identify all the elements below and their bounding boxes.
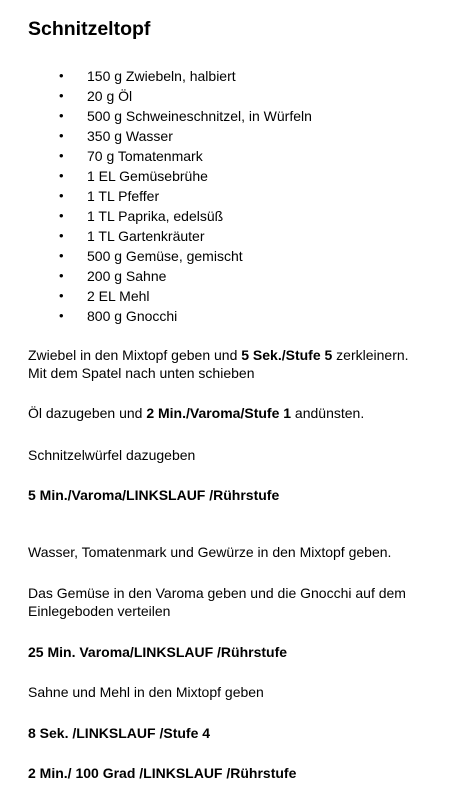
- bullet-icon: •: [59, 248, 64, 263]
- ingredient-text: 1 TL Gartenkräuter: [87, 228, 205, 244]
- ingredient-item: [28, 106, 312, 126]
- step-setting: 2 Min./Varoma/Stufe 1: [146, 405, 292, 421]
- ingredient-item: [28, 66, 312, 86]
- bullet-icon: •: [59, 268, 64, 283]
- bullet-icon: •: [59, 108, 64, 123]
- ingredient-text: 20 g Öl: [87, 88, 133, 104]
- ingredient-item: [28, 286, 312, 306]
- bullet-icon: •: [59, 208, 64, 223]
- bullet-icon: •: [59, 148, 64, 163]
- bullet-icon: •: [59, 308, 64, 323]
- ingredient-text: 150 g Zwiebeln, halbiert: [87, 68, 236, 84]
- ingredient-text: 1 TL Pfeffer: [87, 188, 160, 204]
- ingredient-text: 350 g Wasser: [87, 128, 173, 144]
- ingredient-item: [28, 266, 312, 286]
- step-text: zerkleinern.: [332, 347, 409, 363]
- ingredient-text: 1 EL Gemüsebrühe: [87, 168, 208, 184]
- step-text: Mit dem Spatel nach unten schieben: [28, 365, 255, 381]
- bullet-icon: •: [59, 68, 64, 83]
- step-chop-onions: [28, 346, 453, 382]
- ingredient-text: 70 g Tomatenmark: [87, 148, 203, 164]
- recipe-title: Schnitzeltopf: [28, 18, 151, 40]
- bullet-icon: •: [59, 88, 64, 103]
- ingredient-text: 200 g Sahne: [87, 268, 167, 284]
- ingredient-item: [28, 166, 312, 186]
- step-text: Das Gemüse in den Varoma geben und die Gnocchi auf dem: [28, 585, 406, 601]
- step-text: Einlegeboden verteilen: [28, 603, 171, 619]
- ingredient-item: [28, 246, 312, 266]
- ingredient-list: [28, 66, 312, 326]
- ingredient-text: 1 TL Paprika, edelsüß: [87, 208, 224, 224]
- ingredient-text: 800 g Gnocchi: [87, 308, 178, 324]
- step-setting: 5 Sek./Stufe 5: [241, 347, 333, 363]
- bullet-icon: •: [59, 228, 64, 243]
- ingredient-item: [28, 186, 312, 206]
- bullet-icon: •: [59, 168, 64, 183]
- step-setting-line: 5 Min./Varoma/LINKSLAUF /Rührstufe: [28, 487, 280, 503]
- ingredient-item: [28, 126, 312, 146]
- ingredient-item: [28, 86, 312, 106]
- bullet-icon: •: [59, 188, 64, 203]
- step-add-schnitzel: Schnitzelwürfel dazugeben: [28, 447, 196, 463]
- step-setting-line: 25 Min. Varoma/LINKSLAUF /Rührstufe: [28, 644, 288, 660]
- bullet-icon: •: [59, 128, 64, 143]
- bullet-icon: •: [59, 288, 64, 303]
- step-text: andünsten.: [291, 405, 365, 421]
- step-saute-oil: [28, 404, 453, 422]
- step-setting-line: 8 Sek. /LINKSLAUF /Stufe 4: [28, 725, 211, 741]
- ingredient-item: [28, 146, 312, 166]
- ingredient-text: 500 g Gemüse, gemischt: [87, 248, 243, 264]
- step-setting-line: 2 Min./ 100 Grad /LINKSLAUF /Rührstufe: [28, 765, 297, 781]
- ingredient-item: [28, 206, 312, 226]
- step-add-water: Wasser, Tomatenmark und Gewürze in den Mixtopf geben.: [28, 544, 392, 560]
- ingredient-item: [28, 306, 312, 326]
- step-add-cream-flour: Sahne und Mehl in den Mixtopf geben: [28, 684, 264, 700]
- step-text: Zwiebel in den Mixtopf geben und: [28, 347, 242, 363]
- step-vegetables-varoma: [28, 584, 453, 620]
- ingredient-text: 500 g Schweineschnitzel, in Würfeln: [87, 108, 312, 124]
- ingredient-item: [28, 226, 312, 246]
- ingredient-text: 2 EL Mehl: [87, 288, 150, 304]
- step-text: Öl dazugeben und: [28, 405, 147, 421]
